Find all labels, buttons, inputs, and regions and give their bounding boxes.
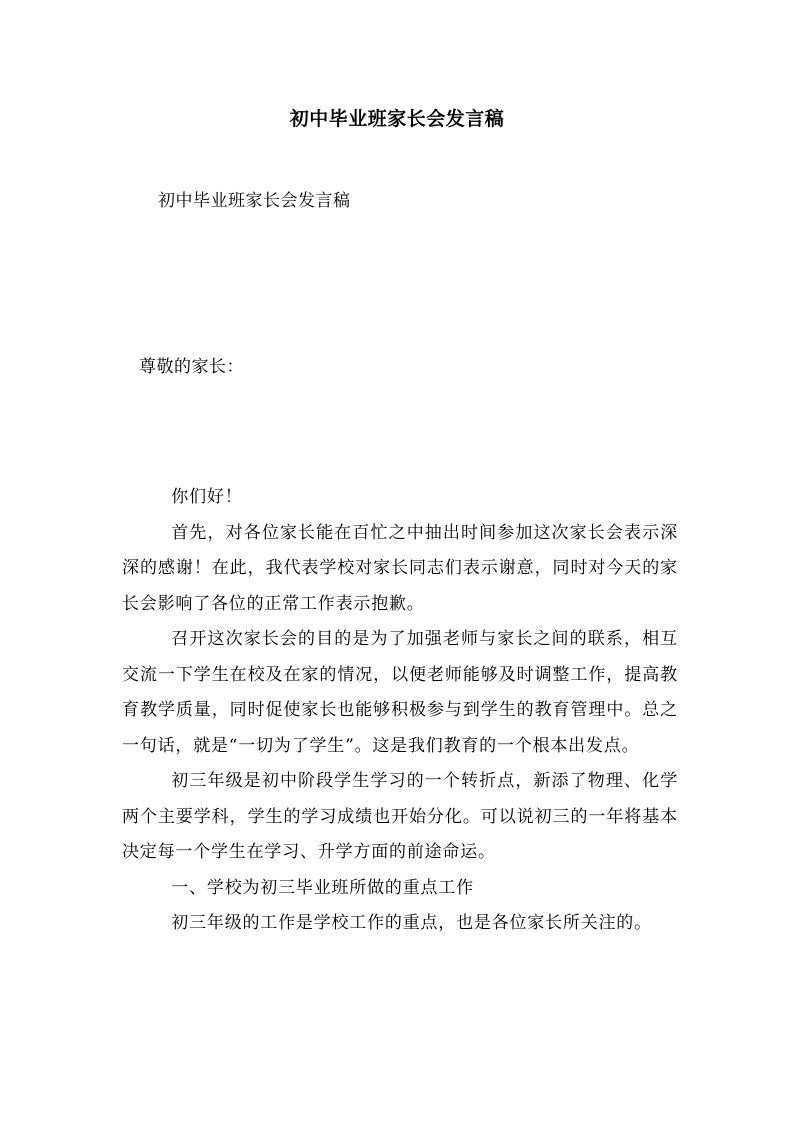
section-heading: 一、学校为初三毕业班所做的重点工作 <box>171 877 474 898</box>
document-body <box>122 480 678 942</box>
salutation: 尊敬的家长： <box>139 357 244 377</box>
paragraph: 初三年级的工作是学校工作的重点，也是各位家长所关注的。 <box>171 913 652 933</box>
paragraph-greeting: 你们好！ <box>171 487 243 507</box>
document-subtitle: 初中毕业班家长会发言稿 <box>158 191 351 211</box>
paragraph: 首先，对各位家长能在百忙之中抽出时间参加这次家长会表示深深的感谢！在此，我代表学校对家长同志们表示谢意，同时对今天的家长会影响了各位的正常工作表示抱歉。 <box>122 522 678 614</box>
paragraph: 召开这次家长会的目的是为了加强老师与家长之间的联系，相互交流一下学生在校及在家的情况，以便老师能够及时调整工作，提高教育教学质量，同时促使家长也能够积极参与到学生的教育管理中。总之一句话，就是“一切为了学生”。这是我们教育的一个根本出发点。 <box>122 629 678 756</box>
paragraph: 初三年级是初中阶段学生学习的一个转折点，新添了物理、化学两个主要学科，学生的学习成绩也开始分化。可以说初三的一年将基本决定每一个学生在学习、升学方面的前途命运。 <box>122 771 678 862</box>
document-title: 初中毕业班家长会发言稿 <box>289 108 505 130</box>
